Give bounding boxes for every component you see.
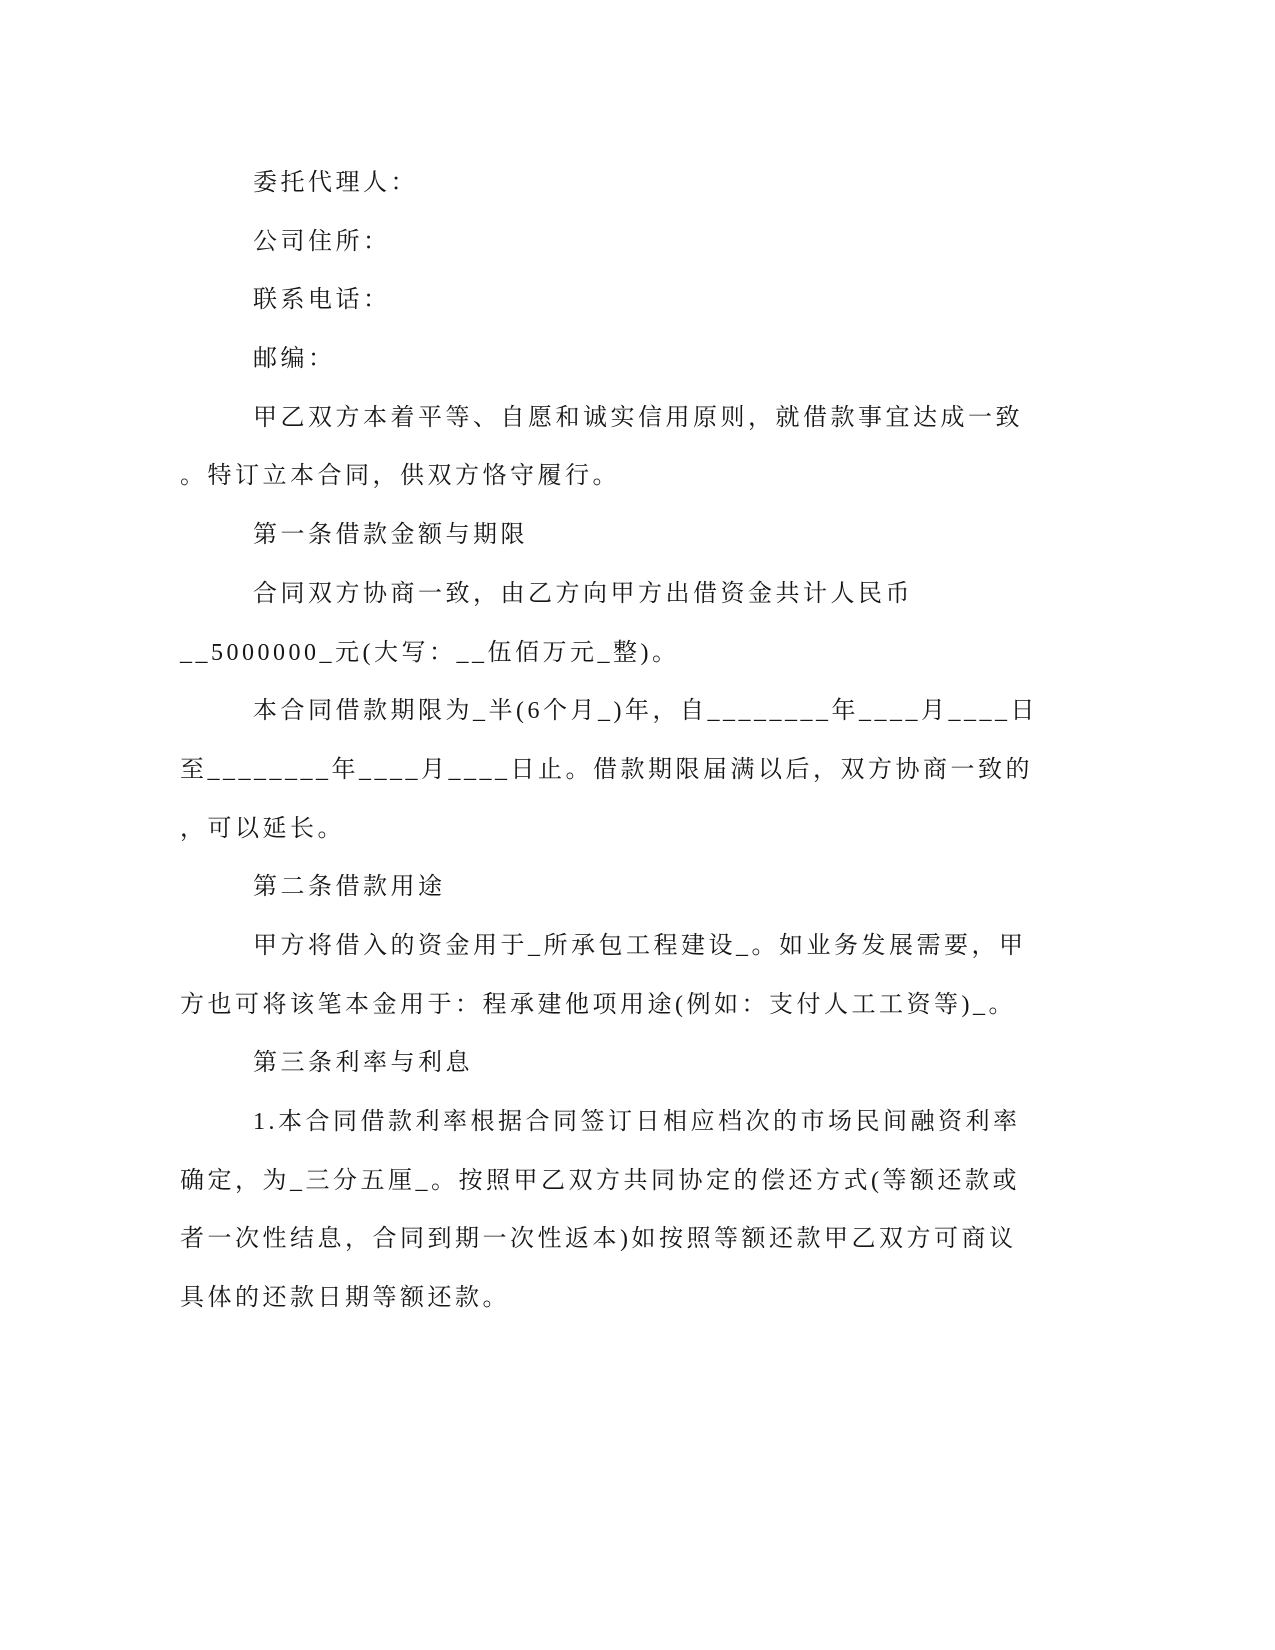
text-line: 第三条利率与利息 [253, 1050, 473, 1077]
article-3-heading [180, 1034, 1180, 1093]
preamble-paragraph [180, 389, 1180, 506]
text-line: __5000000_元(大写：__伍佰万元_整)。 [180, 639, 680, 666]
text-line: 。特订立本合同，供双方恪守履行。 [180, 463, 620, 490]
interest-rate-paragraph [180, 1093, 1180, 1328]
text-line: 方也可将该笔本金用于：程承建他项用途(例如：支付人工工资等)_。 [180, 991, 1016, 1018]
text-line: 本合同借款期限为_半(6个月_)年，自________年____月____日 [253, 698, 1038, 725]
article-2-heading [180, 858, 1180, 917]
text-line: 至________年____月____日止。借款期限届满以后，双方协商一致的 [180, 756, 1033, 783]
text-line: 第一条借款金额与期限 [253, 522, 528, 549]
loan-term-paragraph [180, 682, 1180, 858]
contract-body [180, 154, 1180, 1328]
text-line: 邮编： [253, 346, 336, 373]
postcode-label [180, 330, 1180, 389]
text-line: 甲方将借入的资金用于_所承包工程建设_。如业务发展需要，甲 [253, 932, 1027, 959]
text-line: 确定，为_三分五厘_。按照甲乙双方共同协定的偿还方式(等额还款或 [180, 1167, 1020, 1194]
text-line: 委托代理人： [253, 170, 418, 196]
text-line: 甲乙双方本着平等、自愿和诚实信用原则，就借款事宜达成一致 [253, 404, 1023, 431]
article-1-heading [180, 506, 1180, 565]
text-line: 公司住所： [253, 228, 391, 255]
contact-phone-label [180, 271, 1180, 330]
text-line: 联系电话： [253, 287, 391, 314]
text-line: 合同双方协商一致，由乙方向甲方出借资金共计人民币 [253, 580, 913, 607]
loan-amount-paragraph [180, 565, 1180, 682]
loan-purpose-paragraph [180, 917, 1180, 1034]
text-line: 具体的还款日期等额还款。 [180, 1285, 510, 1312]
agent-label [180, 154, 1180, 213]
company-address-label [180, 213, 1180, 272]
text-line: 1.本合同借款利率根据合同签订日相应档次的市场民间融资利率 [253, 1109, 1021, 1135]
text-line: 第二条借款用途 [253, 874, 446, 901]
text-line: ，可以延长。 [180, 815, 345, 842]
text-line: 者一次性结息，合同到期一次性返本)如按照等额还款甲乙双方可商议 [180, 1226, 1017, 1253]
